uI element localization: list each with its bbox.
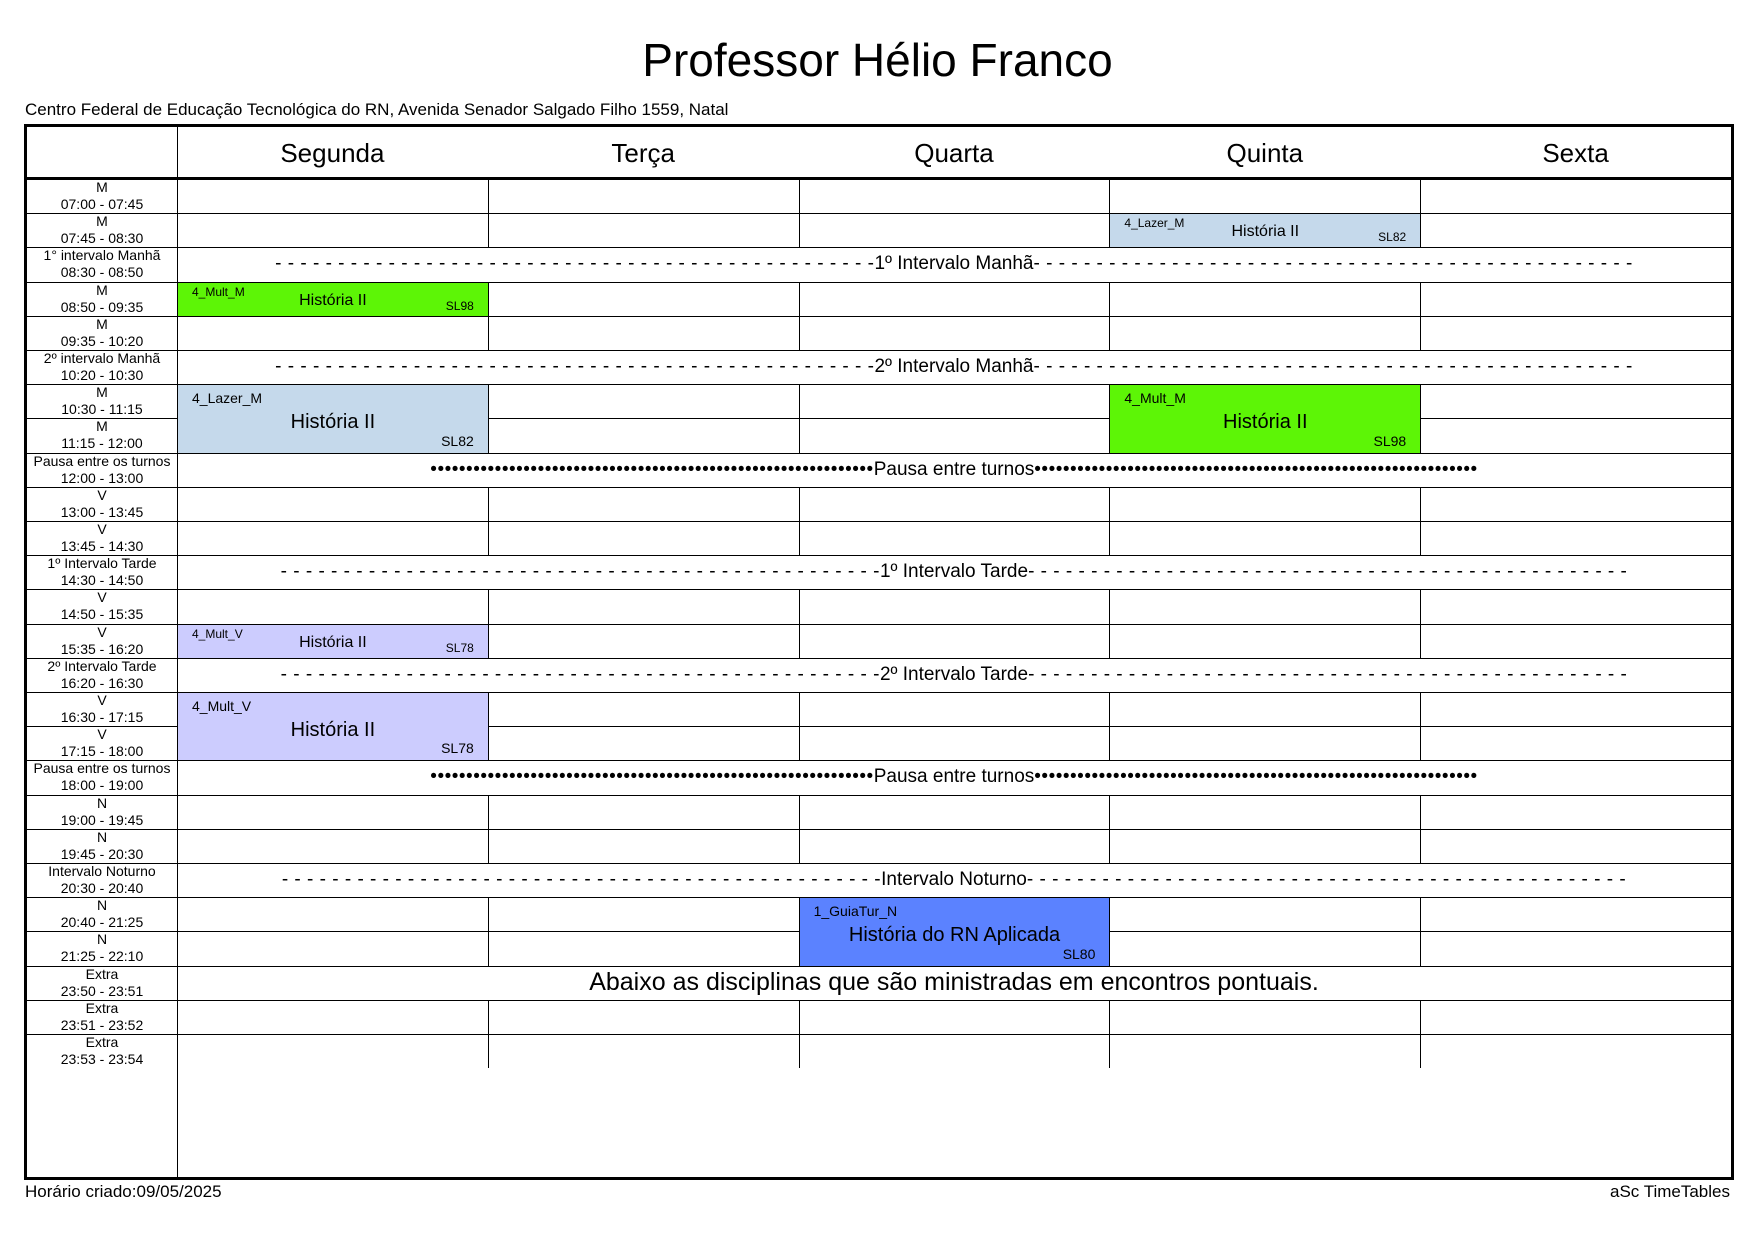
- header-divider: [27, 177, 1731, 180]
- cell-divider: [1109, 521, 1110, 555]
- lesson-subject: História II: [1231, 223, 1300, 241]
- cell-divider: [1420, 829, 1421, 863]
- period-label: [27, 1034, 177, 1068]
- cell-divider: [488, 1034, 489, 1068]
- period-label: [27, 453, 177, 487]
- cell-divider: [1109, 487, 1110, 521]
- period-label: [27, 658, 177, 692]
- lesson-card[interactable]: [177, 282, 489, 317]
- period-label: [27, 931, 177, 965]
- period-name: N: [96, 828, 108, 845]
- period-name: Pausa entre os turnos: [33, 452, 171, 469]
- period-name: 1º Intervalo Tarde: [47, 555, 157, 572]
- period-label: [27, 692, 177, 726]
- cell-divider: [1420, 1034, 1421, 1068]
- period-name: Extra: [85, 999, 119, 1016]
- cell-divider: [1420, 726, 1421, 760]
- break-filler: - - - - - - - - - - - - - - - - - - - - - - - - - - - - - - - - - - - - - - - - - - - - - - - -: [1033, 356, 1633, 378]
- period-name: N: [96, 794, 108, 811]
- period-name: Extra: [85, 1034, 119, 1051]
- period-label: [27, 384, 177, 418]
- cell-divider: [799, 316, 800, 350]
- cell-divider: [488, 521, 489, 555]
- lesson-subject: História II: [290, 411, 376, 434]
- cell-divider: [799, 795, 800, 829]
- period-label: [27, 350, 177, 384]
- row-divider: [27, 487, 1731, 488]
- break-filler: - - - - - - - - - - - - - - - - - - - - - - - - - - - - - - - - - - - - - - - - - - - - - - - -: [1026, 869, 1627, 891]
- cell-divider: [799, 418, 800, 452]
- break-label: 1º Intervalo Tarde: [879, 561, 1029, 583]
- lesson-class: 4_Mult_M: [192, 284, 245, 299]
- cell-divider: [1109, 589, 1110, 623]
- period-label: [27, 555, 177, 589]
- break-filler: - - - - - - - - - - - - - - - - - - - - - - - - - - - - - - - - - - - - - - - - - - - - - - - -: [281, 869, 882, 891]
- period-name: V: [97, 521, 107, 538]
- break-row-text: [177, 247, 1731, 281]
- period-label: [27, 795, 177, 829]
- row-divider: [27, 829, 1731, 830]
- cell-divider: [1420, 179, 1421, 213]
- lesson-class: 4_Mult_V: [192, 626, 243, 641]
- cell-divider: [1109, 1034, 1110, 1068]
- cell-divider: [1420, 624, 1421, 658]
- period-name: M: [96, 315, 108, 332]
- period-time: 07:00 - 07:45: [60, 196, 144, 213]
- cell-divider: [799, 487, 800, 521]
- lesson-card[interactable]: [177, 692, 489, 761]
- cell-divider: [1109, 316, 1110, 350]
- lesson-card[interactable]: [799, 897, 1111, 966]
- period-name: V: [97, 589, 107, 606]
- period-time: 19:00 - 19:45: [60, 811, 144, 828]
- break-label: 2º Intervalo Manhã: [874, 356, 1034, 378]
- period-time: 23:50 - 23:51: [60, 982, 144, 999]
- cell-divider: [488, 179, 489, 213]
- period-label: [27, 282, 177, 316]
- lesson-room: SL80: [1062, 945, 1096, 962]
- cell-divider: [488, 829, 489, 863]
- period-time: 18:00 - 19:00: [60, 777, 144, 794]
- period-time: 23:53 - 23:54: [60, 1051, 144, 1068]
- cell-divider: [488, 487, 489, 521]
- break-filler: - - - - - - - - - - - - - - - - - - - - - - - - - - - - - - - - - - - - - - - - - - - - - - - -: [280, 663, 880, 685]
- period-time: 23:51 - 23:52: [60, 1016, 144, 1033]
- cell-divider: [799, 1034, 800, 1068]
- break-row-text: [177, 350, 1731, 384]
- lesson-room: SL78: [445, 640, 474, 655]
- extra-note: Abaixo as disciplinas que são ministradas em encontros pontuais.: [589, 968, 1319, 997]
- cell-divider: [799, 384, 800, 418]
- break-label: Intervalo Noturno: [881, 869, 1027, 891]
- lesson-card[interactable]: [177, 384, 489, 453]
- period-time: 21:25 - 22:10: [60, 948, 144, 965]
- break-row-text: [177, 760, 1731, 794]
- period-name: Extra: [85, 965, 119, 982]
- break-filler: ••••••••••••••••••••••••••••••••••••••••••••••••••••••••••••••: [1034, 458, 1478, 480]
- period-name: V: [97, 486, 107, 503]
- cell-divider: [799, 213, 800, 247]
- lesson-subject: História II: [299, 291, 367, 309]
- period-time: 08:30 - 08:50: [60, 264, 144, 281]
- day-header-quinta: Quinta: [1226, 137, 1304, 168]
- lesson-card[interactable]: [1109, 213, 1421, 248]
- row-divider: [27, 1000, 1731, 1001]
- day-header-terça: Terça: [611, 137, 675, 168]
- period-name: V: [97, 623, 107, 640]
- created-date: Horário criado:09/05/2025: [25, 1182, 222, 1201]
- timetable-grid: [24, 124, 1734, 1180]
- break-filler: ••••••••••••••••••••••••••••••••••••••••••••••••••••••••••••••: [1034, 766, 1478, 788]
- period-label: [27, 726, 177, 760]
- row-divider: [27, 589, 1731, 590]
- period-name: M: [96, 418, 108, 435]
- cell-divider: [488, 589, 489, 623]
- period-label: [27, 624, 177, 658]
- period-time: 08:50 - 09:35: [60, 298, 144, 315]
- break-filler: ••••••••••••••••••••••••••••••••••••••••••••••••••••••••••••••: [430, 766, 874, 788]
- row-divider: [27, 521, 1731, 522]
- cell-divider: [1420, 487, 1421, 521]
- cell-divider: [1109, 692, 1110, 726]
- cell-divider: [799, 726, 800, 760]
- period-time: 16:30 - 17:15: [60, 709, 144, 726]
- period-name: M: [96, 179, 108, 196]
- lesson-subject: História II: [299, 633, 367, 651]
- period-label: [27, 760, 177, 794]
- cell-divider: [1109, 795, 1110, 829]
- school-address: Centro Federal de Educação Tecnológica do RN, Avenida Senador Salgado Filho 1559, Natal: [25, 100, 729, 119]
- period-time: 10:30 - 11:15: [61, 401, 143, 418]
- period-time: 13:45 - 14:30: [60, 538, 144, 555]
- period-time: 07:45 - 08:30: [60, 230, 144, 247]
- cell-divider: [799, 1000, 800, 1034]
- period-time: 11:15 - 12:00: [61, 435, 143, 452]
- break-row-text: [177, 453, 1731, 487]
- lesson-room: SL98: [1373, 432, 1407, 449]
- period-name: N: [96, 931, 108, 948]
- cell-divider: [1109, 829, 1110, 863]
- cell-divider: [1420, 795, 1421, 829]
- period-name: M: [96, 213, 108, 230]
- period-label: [27, 897, 177, 931]
- break-label: 2º Intervalo Tarde: [879, 663, 1029, 685]
- software-credit: aSc TimeTables: [1610, 1182, 1730, 1201]
- cell-divider: [488, 213, 489, 247]
- cell-divider: [799, 624, 800, 658]
- period-label: [27, 487, 177, 521]
- lesson-room: SL82: [1378, 230, 1407, 245]
- period-label: [27, 589, 177, 623]
- cell-divider: [1420, 931, 1421, 965]
- cell-divider: [1420, 282, 1421, 316]
- lesson-subject: História do RN Aplicada: [848, 924, 1061, 947]
- period-time: 16:20 - 16:30: [60, 674, 144, 691]
- break-row-text: [177, 658, 1731, 692]
- period-time: 20:40 - 21:25: [60, 914, 144, 931]
- break-filler: - - - - - - - - - - - - - - - - - - - - - - - - - - - - - - - - - - - - - - - - - - - - - - - -: [275, 356, 875, 378]
- period-time: 19:45 - 20:30: [60, 845, 144, 862]
- lesson-card[interactable]: [1109, 384, 1421, 453]
- period-name: V: [97, 692, 107, 709]
- period-name: 2º Intervalo Tarde: [47, 657, 157, 674]
- row-divider: [27, 1034, 1731, 1035]
- period-time: 14:50 - 15:35: [60, 606, 144, 623]
- cell-divider: [799, 589, 800, 623]
- period-name: M: [96, 384, 108, 401]
- period-label: [27, 863, 177, 897]
- lesson-room: SL78: [441, 740, 474, 757]
- page-title: Professor Hélio Franco: [642, 34, 1113, 86]
- period-label: [27, 213, 177, 247]
- cell-divider: [1420, 692, 1421, 726]
- period-label: [27, 247, 177, 281]
- break-filler: - - - - - - - - - - - - - - - - - - - - - - - - - - - - - - - - - - - - - - - - - - - - - - - -: [275, 253, 875, 275]
- period-name: Intervalo Noturno: [48, 863, 156, 880]
- cell-divider: [799, 829, 800, 863]
- cell-divider: [799, 521, 800, 555]
- break-filler: - - - - - - - - - - - - - - - - - - - - - - - - - - - - - - - - - - - - - - - - - - - - - - - -: [280, 561, 880, 583]
- cell-divider: [799, 179, 800, 213]
- break-label: Pausa entre turnos: [873, 458, 1035, 480]
- break-filler: - - - - - - - - - - - - - - - - - - - - - - - - - - - - - - - - - - - - - - - - - - - - - - - -: [1028, 561, 1628, 583]
- lesson-class: 4_Lazer_M: [1124, 216, 1185, 231]
- cell-divider: [488, 795, 489, 829]
- lesson-class: 4_Lazer_M: [192, 390, 263, 407]
- break-filler: - - - - - - - - - - - - - - - - - - - - - - - - - - - - - - - - - - - - - - - - - - - - - - - -: [1028, 663, 1628, 685]
- period-name: N: [96, 897, 108, 914]
- cell-divider: [1420, 521, 1421, 555]
- cell-divider: [1109, 179, 1110, 213]
- period-name: V: [97, 726, 107, 743]
- period-label: [27, 829, 177, 863]
- cell-divider: [1109, 282, 1110, 316]
- period-time: 10:20 - 10:30: [60, 367, 144, 384]
- cell-divider: [799, 692, 800, 726]
- lesson-room: SL98: [445, 298, 474, 313]
- cell-divider: [1420, 897, 1421, 931]
- break-filler: - - - - - - - - - - - - - - - - - - - - - - - - - - - - - - - - - - - - - - - - - - - - - - - -: [1033, 253, 1633, 275]
- break-label: 1º Intervalo Manhã: [874, 253, 1034, 275]
- period-label: [27, 179, 177, 213]
- period-label: [27, 418, 177, 452]
- cell-divider: [1420, 1000, 1421, 1034]
- lesson-class: 4_Mult_V: [192, 698, 252, 714]
- cell-divider: [1420, 589, 1421, 623]
- cell-divider: [1420, 316, 1421, 350]
- row-divider: [27, 795, 1731, 796]
- period-time: 09:35 - 10:20: [60, 332, 144, 349]
- period-name: 2º intervalo Manhã: [43, 350, 161, 367]
- lesson-room: SL82: [441, 432, 474, 449]
- row-divider: [27, 213, 1731, 214]
- lesson-card[interactable]: [177, 624, 489, 659]
- period-time: 20:30 - 20:40: [60, 880, 144, 897]
- cell-divider: [799, 282, 800, 316]
- cell-divider: [488, 897, 489, 931]
- break-label: Pausa entre turnos: [873, 766, 1035, 788]
- period-name: M: [96, 281, 108, 298]
- lesson-subject: História II: [1223, 411, 1308, 434]
- cell-divider: [488, 316, 489, 350]
- day-header-segunda: Segunda: [280, 137, 385, 168]
- period-name: Pausa entre os turnos: [33, 760, 171, 777]
- cell-divider: [1109, 624, 1110, 658]
- lesson-class: 1_GuiaTur_N: [813, 903, 898, 920]
- cell-divider: [1109, 1000, 1110, 1034]
- period-label: [27, 521, 177, 555]
- period-time: 12:00 - 13:00: [60, 469, 144, 486]
- break-row-text: [177, 555, 1731, 589]
- lesson-class: 4_Mult_M: [1124, 390, 1186, 407]
- cell-divider: [488, 931, 489, 965]
- period-time: 15:35 - 16:20: [60, 640, 144, 657]
- period-time: 17:15 - 18:00: [60, 743, 144, 760]
- period-label: [27, 966, 177, 1000]
- cell-divider: [488, 1000, 489, 1034]
- break-row-text: [177, 863, 1731, 897]
- period-name: 1° intervalo Manhã: [43, 247, 161, 264]
- day-header-quarta: Quarta: [914, 137, 994, 168]
- lesson-subject: História II: [290, 719, 376, 741]
- break-filler: ••••••••••••••••••••••••••••••••••••••••••••••••••••••••••••••: [430, 458, 874, 480]
- period-time: 13:00 - 13:45: [60, 503, 144, 520]
- period-time: 14:30 - 14:50: [60, 572, 144, 589]
- day-header-sexta: Sexta: [1542, 137, 1609, 168]
- cell-divider: [1109, 726, 1110, 760]
- period-label: [27, 316, 177, 350]
- period-label: [27, 1000, 177, 1034]
